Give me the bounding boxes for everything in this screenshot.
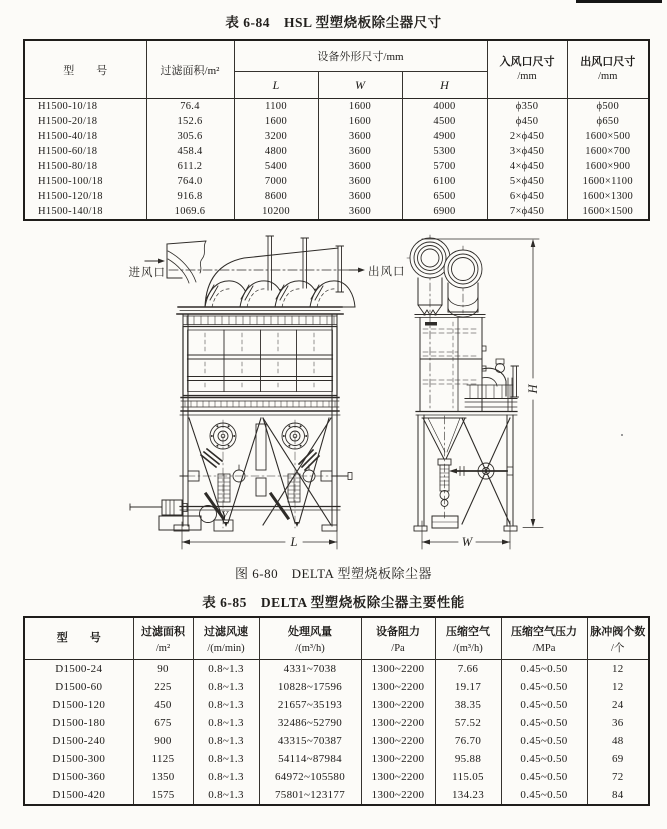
table-cell: 1300~2200: [361, 768, 435, 786]
table-cell: 43315~70387: [259, 732, 361, 750]
table-cell: 0.8~1.3: [193, 714, 259, 732]
table-cell: 0.8~1.3: [193, 732, 259, 750]
table-cell: 19.17: [435, 678, 501, 696]
table-row: [24, 750, 649, 768]
table1-title: 表 6-84 HSL 型塑烧板除尘器尺寸: [225, 15, 442, 30]
table-cell: D1500-360: [24, 768, 133, 786]
table-cell: H1500-20/18: [24, 114, 146, 129]
table-cell: H1500-100/18: [24, 174, 146, 189]
table-cell: 0.45~0.50: [501, 768, 587, 786]
table-cell: 76.70: [435, 732, 501, 750]
table-cell: 900: [133, 732, 193, 750]
col-air-pressure: 压缩空气压力 /MPa: [501, 617, 587, 660]
table-cell: 1350: [133, 768, 193, 786]
table-cell: 3200: [234, 129, 318, 144]
table-cell: 5700: [402, 159, 487, 174]
table-cell: 0.45~0.50: [501, 714, 587, 732]
table-cell: 2×ϕ450: [487, 129, 567, 144]
outlet-label: 出风口: [368, 266, 406, 278]
table-cell: 1600×900: [567, 159, 649, 174]
table-cell: 57.52: [435, 714, 501, 732]
table-cell: 152.6: [146, 114, 234, 129]
table-row: [24, 678, 649, 696]
col-filter-area: 过滤面积 /m²: [133, 617, 193, 660]
table-cell: 1575: [133, 786, 193, 805]
table-cell: 1069.6: [146, 204, 234, 220]
table-cell: 1600: [234, 114, 318, 129]
table-cell: 69: [587, 750, 649, 768]
table-row: [24, 159, 649, 174]
table-cell: 54114~87984: [259, 750, 361, 768]
table-row: [24, 732, 649, 750]
col-inlet-line1: 入风口尺寸: [499, 55, 555, 68]
col-model: 型 号: [24, 40, 146, 99]
table-cell: 0.8~1.3: [193, 678, 259, 696]
table-cell: 6900: [402, 204, 487, 220]
table-cell: 1600×700: [567, 144, 649, 159]
scan-edge-mark: [576, 0, 662, 3]
table-cell: D1500-60: [24, 678, 133, 696]
col-outlet-line2: /mm: [598, 71, 618, 82]
table-cell: 305.6: [146, 129, 234, 144]
col-pulse-valves: 脉冲阀个数 /个: [587, 617, 649, 660]
table-row: [24, 660, 649, 679]
table-cell: 0.45~0.50: [501, 750, 587, 768]
table-cell: 4800: [234, 144, 318, 159]
col-L: L: [234, 72, 318, 99]
table1-header: [24, 40, 649, 99]
table-cell: 5×ϕ450: [487, 174, 567, 189]
table-cell: ϕ500: [567, 99, 649, 115]
col-inlet-line2: /mm: [517, 71, 537, 82]
table-cell: 12: [587, 678, 649, 696]
table-cell: 3600: [318, 204, 402, 220]
table-cell: 4000: [402, 99, 487, 115]
table-cell: ϕ650: [567, 114, 649, 129]
dimension-W-label: W: [461, 535, 473, 549]
table-cell: 0.45~0.50: [501, 786, 587, 805]
table-cell: 1600×1500: [567, 204, 649, 220]
table-cell: 916.8: [146, 189, 234, 204]
table-cell: 12: [587, 660, 649, 679]
table-cell: 1600: [318, 99, 402, 115]
table-cell: 675: [133, 714, 193, 732]
col-filter-velocity: 过滤风速 /(m/min): [193, 617, 259, 660]
table-row: [24, 129, 649, 144]
table-cell: 0.8~1.3: [193, 696, 259, 714]
table-cell: 1600: [318, 114, 402, 129]
table-cell: 7000: [234, 174, 318, 189]
figure-caption: 图 6-80 DELTA 型塑烧板除尘器: [235, 566, 432, 581]
table-row: [24, 99, 649, 115]
table-cell: 0.8~1.3: [193, 768, 259, 786]
dimension-H-label: H: [526, 384, 540, 394]
table-cell: 4900: [402, 129, 487, 144]
table-cell: 611.2: [146, 159, 234, 174]
table-cell: 1600×1100: [567, 174, 649, 189]
table2-title: 表 6-85 DELTA 型塑烧板除尘器主要性能: [202, 595, 465, 610]
table-cell: D1500-120: [24, 696, 133, 714]
table-cell: 6500: [402, 189, 487, 204]
table-cell: 0.45~0.50: [501, 732, 587, 750]
table-cell: 3600: [318, 174, 402, 189]
table-row: [24, 786, 649, 805]
col-inlet-size: [487, 40, 567, 99]
col-air-volume: 处理风量 /(m³/h): [259, 617, 361, 660]
table-cell: 21657~35193: [259, 696, 361, 714]
table-cell: 76.4: [146, 99, 234, 115]
col-outline-dims: 设备外形尺寸/mm: [234, 40, 487, 72]
col-compressed-air: 压缩空气 /(m³/h): [435, 617, 501, 660]
table-cell: ϕ350: [487, 99, 567, 115]
table-cell: 72: [587, 768, 649, 786]
table-cell: H1500-80/18: [24, 159, 146, 174]
table2-header: [24, 617, 649, 660]
table-cell: 10828~17596: [259, 678, 361, 696]
table-cell: 95.88: [435, 750, 501, 768]
table-cell: 1125: [133, 750, 193, 768]
table-cell: 1300~2200: [361, 714, 435, 732]
table-cell: H1500-60/18: [24, 144, 146, 159]
table-cell: 3600: [318, 189, 402, 204]
table-cell: 7.66: [435, 660, 501, 679]
table-row: [24, 714, 649, 732]
col-model: 型 号: [24, 617, 133, 660]
table-cell: 5400: [234, 159, 318, 174]
table2-body: [24, 660, 649, 806]
col-filter-area: 过滤面积/m²: [146, 40, 234, 99]
table-cell: 24: [587, 696, 649, 714]
table-cell: 1300~2200: [361, 696, 435, 714]
table-cell: 450: [133, 696, 193, 714]
table-row: [24, 768, 649, 786]
table-cell: 84: [587, 786, 649, 805]
table-cell: 75801~123177: [259, 786, 361, 805]
col-H: H: [402, 72, 487, 99]
table-cell: 225: [133, 678, 193, 696]
table-cell: 115.05: [435, 768, 501, 786]
table-cell: 1600×1300: [567, 189, 649, 204]
dust-collector-drawing: [55, 228, 655, 563]
hsl-dimensions-table: [23, 39, 650, 221]
table-cell: 6100: [402, 174, 487, 189]
table-cell: 7×ϕ450: [487, 204, 567, 220]
table-cell: H1500-10/18: [24, 99, 146, 115]
table-cell: 3×ϕ450: [487, 144, 567, 159]
table-row: [24, 696, 649, 714]
table-row: [24, 204, 649, 220]
table-cell: 4500: [402, 114, 487, 129]
delta-performance-table: [23, 616, 650, 806]
table-cell: 0.8~1.3: [193, 660, 259, 679]
dimension-L-label: L: [290, 535, 298, 549]
table-cell: H1500-40/18: [24, 129, 146, 144]
table-row: [24, 114, 649, 129]
col-outlet-line1: 出风口尺寸: [580, 55, 636, 68]
col-resistance: 设备阻力 /Pa: [361, 617, 435, 660]
table-cell: 1600×500: [567, 129, 649, 144]
table-cell: 4331~7038: [259, 660, 361, 679]
table-cell: ϕ450: [487, 114, 567, 129]
table-cell: 3600: [318, 144, 402, 159]
table-row: [24, 174, 649, 189]
table-cell: 0.45~0.50: [501, 660, 587, 679]
table-cell: H1500-140/18: [24, 204, 146, 220]
table-cell: 458.4: [146, 144, 234, 159]
table-cell: 3600: [318, 129, 402, 144]
table-cell: D1500-300: [24, 750, 133, 768]
table-cell: 1100: [234, 99, 318, 115]
table-cell: H1500-120/18: [24, 189, 146, 204]
table-cell: 3600: [318, 159, 402, 174]
table1-body: [24, 99, 649, 221]
table-cell: 90: [133, 660, 193, 679]
table-row: [24, 144, 649, 159]
table-cell: 8600: [234, 189, 318, 204]
table-cell: 6×ϕ450: [487, 189, 567, 204]
table-cell: 1300~2200: [361, 786, 435, 805]
table-cell: 38.35: [435, 696, 501, 714]
table-cell: 48: [587, 732, 649, 750]
table-cell: 764.0: [146, 174, 234, 189]
table-cell: 5300: [402, 144, 487, 159]
valve-Y-label: Y: [221, 509, 228, 523]
table-cell: D1500-24: [24, 660, 133, 679]
table-cell: D1500-240: [24, 732, 133, 750]
table-cell: 0.45~0.50: [501, 696, 587, 714]
table-cell: 64972~105580: [259, 768, 361, 786]
table-cell: 1300~2200: [361, 750, 435, 768]
table-cell: 32486~52790: [259, 714, 361, 732]
col-outlet-size: [567, 40, 649, 99]
table-cell: 4×ϕ450: [487, 159, 567, 174]
table-cell: 1300~2200: [361, 678, 435, 696]
table-cell: 1300~2200: [361, 660, 435, 679]
table-row: [24, 189, 649, 204]
table-cell: D1500-180: [24, 714, 133, 732]
table-cell: 0.45~0.50: [501, 678, 587, 696]
col-W: W: [318, 72, 402, 99]
table-cell: 0.8~1.3: [193, 786, 259, 805]
table-cell: 10200: [234, 204, 318, 220]
table-cell: 134.23: [435, 786, 501, 805]
table-cell: 36: [587, 714, 649, 732]
table-cell: D1500-420: [24, 786, 133, 805]
table-cell: 1300~2200: [361, 732, 435, 750]
table-cell: 0.8~1.3: [193, 750, 259, 768]
inlet-label: 进风口: [128, 267, 166, 279]
